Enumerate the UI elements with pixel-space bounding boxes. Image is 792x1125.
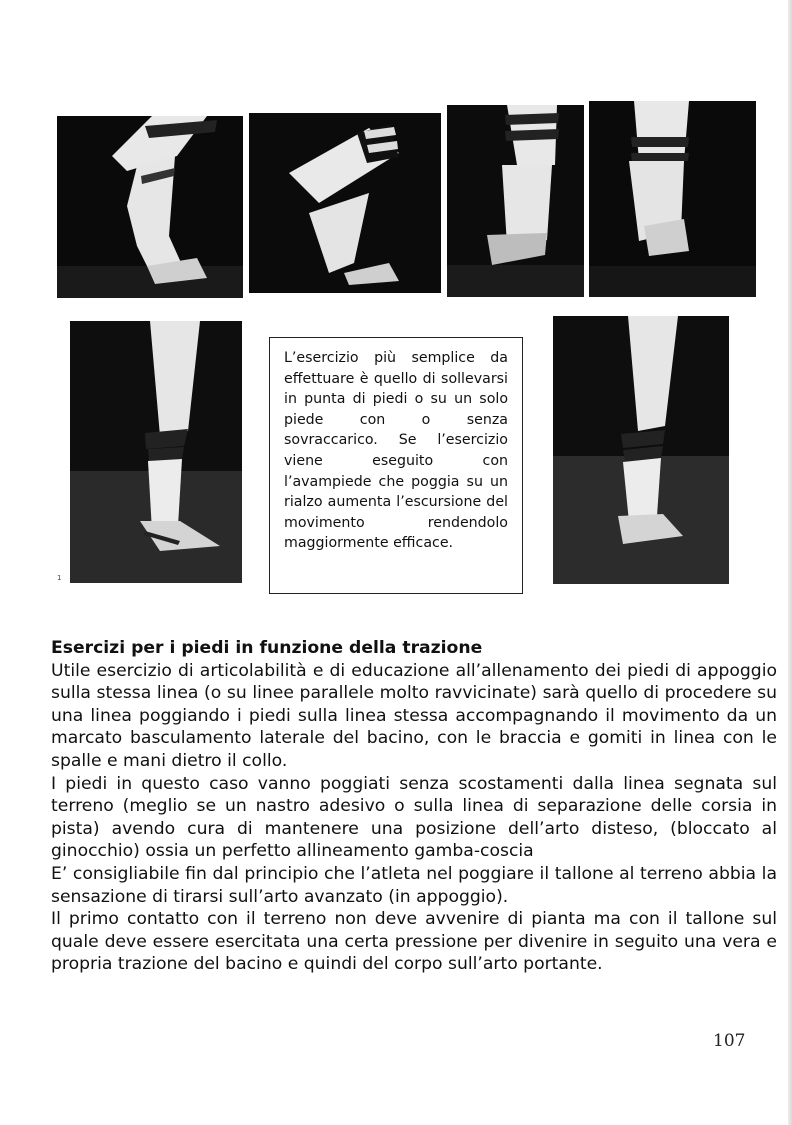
leg-photo-icon [249,113,441,293]
page-number: 107 [713,1031,746,1051]
paragraph-1: Utile esercizio di articolabilità e di educazione all’allenamento dei piedi di appoggio sulla stessa linea (o su linee parallele molto ravvicinate) sarà quello di procedere su una linea poggiando i piedi sulla linea stessa accompagnando il movimento da un marcato basculamento laterale del bacino, con le braccia e gomiti in linea con le spalle e mani dietro il collo. [51,660,777,771]
photo-standing-left [70,321,242,583]
paragraph-4: Il primo contatto con il terreno non deve avvenire di pianta ma con il tallone sul quale deve essere esercitata una certa pressione per divenire in seguito una vera e propria trazione del bacino e quindi del corpo sull’arto portante. [51,909,777,975]
photo-foot-raised-back-2 [249,113,441,293]
leg-photo-icon [553,316,729,584]
paragraph-2: I piedi in questo caso vanno poggiati senza scostamenti dalla linea segnata sul terreno (meglio se un nastro adesivo o sulla linea di separazione delle corsia in pista) avendo cura di mantenere una posizione dell’arto disteso, (bloccato al ginocchio) ossia un perfetto allineamento gamba-coscia [51,773,777,862]
text-section [51,637,777,976]
photo-heel-lift-4 [589,101,756,297]
caption-box [269,337,523,594]
leg-photo-icon [589,101,756,297]
caption-text: L’esercizio più semplice da effettuare è quello di sollevarsi in punta di piedi o su un solo piede con o senza sovraccarico. Se l’esercizio viene eseguito con l’avampiede che poggia su un rialzo aumenta l’escursione del movimento rendendolo maggiormente efficace. [284,350,508,552]
photo-heel-lift-3 [447,105,584,297]
paragraph-3: E’ consigliabile fin dal principio che l’atleta nel poggiare il tallone al terreno abbia la sensazione di tirarsi sull’arto avanzato (in appoggio). [51,863,777,907]
page-edge [788,0,792,1125]
photo-foot-raised-back-1 [57,116,243,298]
scan-mark: 1 [57,574,62,582]
leg-photo-icon [70,321,242,583]
leg-photo-icon [447,105,584,297]
section-title: Esercizi per i piedi in funzione della trazione [51,638,483,658]
leg-photo-icon [57,116,243,298]
photo-standing-right [553,316,729,584]
